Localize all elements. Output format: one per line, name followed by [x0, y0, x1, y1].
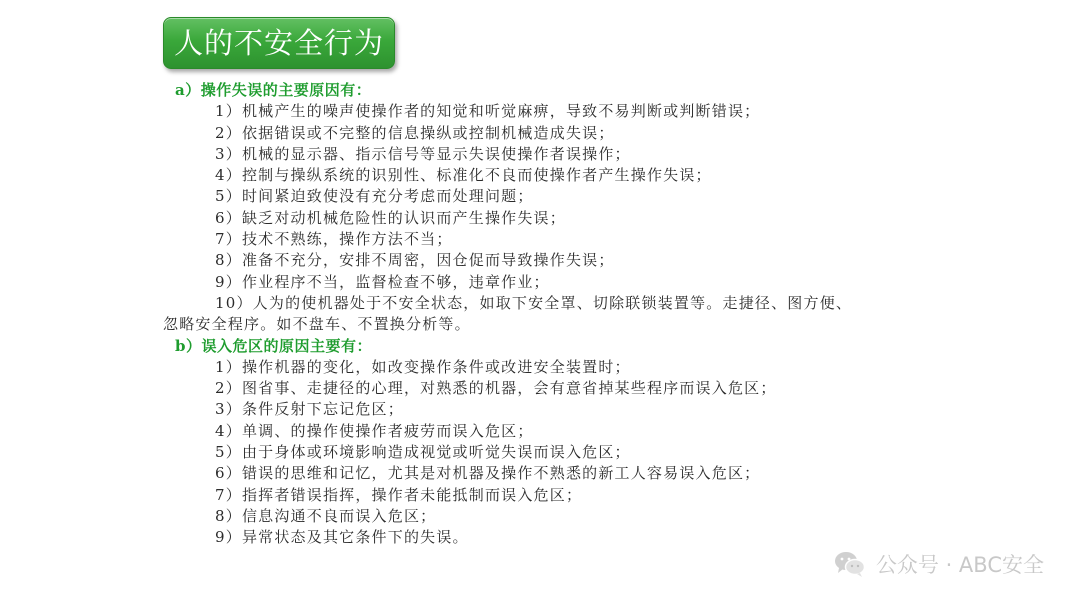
list-item: 4）控制与操纵系统的识别性、标准化不良而使操作者产生操作失误； — [215, 166, 712, 185]
content-body — [163, 80, 925, 549]
title-banner — [163, 17, 395, 69]
list-item: 1）机械产生的噪声使操作者的知觉和听觉麻痹，导致不易判断或判断错误； — [215, 102, 761, 121]
watermark — [834, 548, 1044, 580]
list-item: 9）作业程序不当，监督检查不够，违章作业； — [215, 272, 550, 291]
list-item: 5）由于身体或环境影响造成视觉或听觉失误而误入危区； — [215, 443, 631, 462]
section-heading-b: b）误入危区的原因主要有： — [175, 336, 372, 355]
list-item: 9）异常状态及其它条件下的失误。 — [215, 528, 469, 547]
list-item: 3）条件反射下忘记危区； — [215, 400, 404, 419]
watermark-text: 公众号 · ABC安全 — [875, 553, 1044, 577]
list-item: 6）错误的思维和记忆，尤其是对机器及操作不熟悉的新工人容易误入危区； — [215, 464, 761, 483]
slide-title: 人的不安全行为 — [174, 26, 385, 60]
list-item: 1）操作机器的变化，如改变操作条件或改进安全装置时； — [215, 357, 631, 376]
list-item: 7）技术不熟练，操作方法不当； — [215, 230, 453, 249]
list-item-10-line2: 忽略安全程序。如不盘车、不置换分析等。 — [163, 315, 471, 334]
list-item: 2）依据错误或不完整的信息操纵或控制机械造成失误； — [215, 123, 615, 142]
list-item-10-line1: 10）人为的使机器处于不安全状态，如取下安全罩、切除联锁装置等。走捷径、图方便、 — [215, 293, 853, 312]
list-item: 5）时间紧迫致使没有充分考虑而处理问题； — [215, 187, 534, 206]
wechat-icon — [834, 550, 866, 578]
list-item: 2）图省事、走捷径的心理，对熟悉的机器，会有意省掉某些程序而误入危区； — [215, 379, 777, 398]
list-item: 7）指挥者错误指挥，操作者未能抵制而误入危区； — [215, 485, 583, 504]
list-item: 6）缺乏对动机械危险性的认识而产生操作失误； — [215, 208, 566, 227]
list-item: 3）机械的显示器、指示信号等显示失误使操作者误操作； — [215, 144, 631, 163]
list-item: 8）信息沟通不良而误入危区； — [215, 506, 437, 525]
list-item: 8）准备不充分，安排不周密，因仓促而导致操作失误； — [215, 251, 615, 270]
list-item: 4）单调、的操作使操作者疲劳而误入危区； — [215, 421, 534, 440]
section-heading-a: a）操作失误的主要原因有： — [175, 81, 372, 99]
